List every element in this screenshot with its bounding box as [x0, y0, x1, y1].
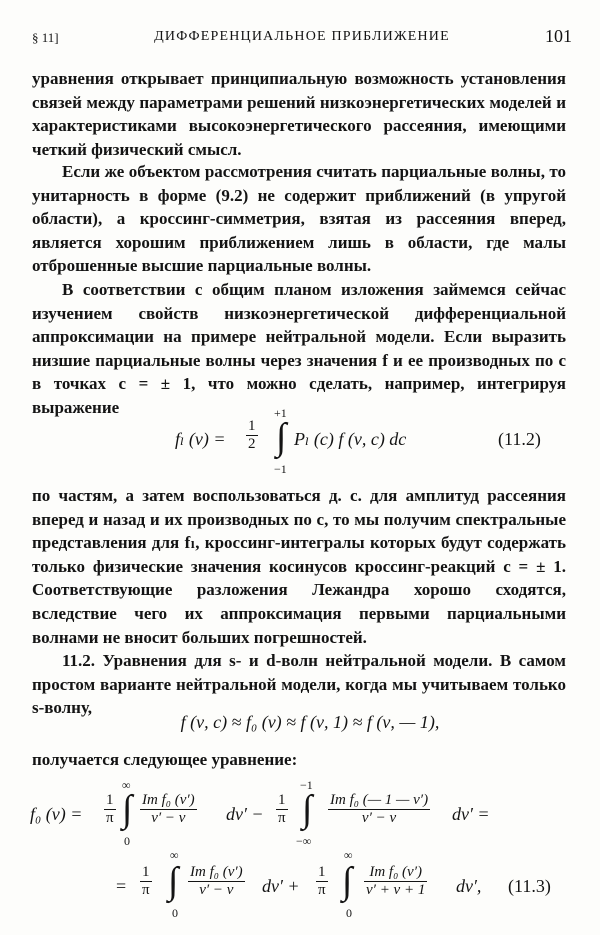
eq-11-2-coefficient: $\frac{1}{2}$ — [248, 418, 256, 452]
eq-11-3-t4-coefficient: $\frac{1}{\pi}$ — [318, 864, 326, 898]
paragraph-1: уравнения открывает принципиальную возможность установления связей между параметрами решений низкоэнергетических моделей и характеристиками высокоэнергетического рассеяния, имеющими четкий физический смысл. — [32, 69, 566, 159]
running-title: ДИФФЕРЕНЦИАЛЬНОЕ ПРИБЛИЖЕНИЕ — [154, 29, 450, 44]
eq-11-3-t4-lower: 0 — [346, 906, 352, 920]
eq-11-3-t1-lower: 0 — [124, 834, 130, 848]
eq-11-3-t4-fraction: $\frac{\text{Im f₀ (ν′)}}{\nu' + \nu + 1}$ — [366, 864, 426, 898]
eq-11-2-number: (11.2) — [498, 429, 541, 449]
paragraph-3: В соответствии с общим планом изложения займемся сейчас изучением свойств низкоэнергетической дифференциальной аппроксимации на примере нейтральной модели. Если выразить низшие парциальные волны через значения f и ее производных по c в точках c = ± 1, что можно сделать, например, интегрируя выражение — [32, 280, 566, 417]
eq-11-3-number: (11.3) — [508, 876, 551, 896]
paragraph-5: В самом простом варианте нейтральной модели, когда мы учитываем только s-волну, — [32, 651, 567, 718]
paragraph-2: Если же объектом рассмотрения считать парциальные волны, то унитарность в форме (9.2) не содержит приближений (в упругой области), а кроссинг-симметрия, взятая из рассеяния вперед, является хорошим приближением лишь в области, где малы отброшенные высшие парциальные волны. — [32, 162, 566, 276]
equation-approximation: f (ν, c) ≈ f₀ (ν) ≈ f (ν, 1) ≈ f (ν, — 1), — [180, 712, 440, 732]
integral-sign: ∫ — [276, 416, 287, 458]
eq-11-2-lhs: fₗ (ν) = — [175, 429, 226, 449]
eq-11-3-t2-lower: −∞ — [296, 834, 312, 848]
integral-sign: ∫ — [302, 788, 313, 830]
eq-11-3-t1-tail: dν′ − — [226, 804, 264, 824]
eq-11-3-t3-upper: ∞ — [170, 848, 179, 862]
eq-11-3-t4-tail: dν′, — [456, 876, 482, 896]
eq-11-2-upper-limit: +1 — [274, 406, 287, 420]
integral-sign: ∫ — [122, 788, 133, 830]
section-11-2 — [32, 649, 566, 720]
eq-11-3-t2-upper: −1 — [300, 778, 313, 792]
eq-11-3-t3-coefficient: $\frac{1}{\pi}$ — [142, 864, 150, 898]
eq-11-3-t3-lower: 0 — [172, 906, 178, 920]
page-number: 101 — [545, 26, 572, 46]
integral-sign: ∫ — [168, 860, 179, 902]
eq-11-3-lhs: f₀ (ν) = — [30, 804, 83, 824]
eq-11-3-t3-fraction: $\frac{\text{Im f₀ (ν′)}}{\nu' - \nu}$ — [190, 864, 243, 898]
equation-11-3-line-1 — [0, 780, 600, 850]
eq-11-3-t1-coefficient: $\frac{1}{\pi}$ — [106, 792, 114, 826]
paragraph-4: по частям, а затем воспользоваться д. с. для амплитуд рассеяния вперед и назад и их производных по c, то мы получим спектральные представления для fₗ, кроссинг-интегралы которых будут содержать только физические значения косинусов кроссинг-реакций c = ± 1. Соответствующие разложения Лежандра хорошо сходятся, вследствие чего их аппроксимация первыми парциальными волнами не вносит больших погрешностей. — [32, 486, 566, 647]
eq-11-3-t2-fraction: $\frac{\text{Im f₀ (— 1 — ν′)}}{\nu' - \nu}$ — [330, 792, 429, 826]
equation-11-3-line-2 — [0, 848, 600, 927]
eq-11-2-lower-limit: −1 — [274, 462, 287, 476]
page-header — [32, 28, 572, 50]
eq-11-3-t1-upper: ∞ — [122, 778, 131, 792]
eq-11-3-t2-coefficient: $\frac{1}{\pi}$ — [278, 792, 286, 826]
eq-11-3-t4-upper: ∞ — [344, 848, 353, 862]
integral-sign: ∫ — [342, 860, 353, 902]
eq-11-2-integrand: Pₗ (c) f (ν, c) dc — [294, 429, 407, 449]
equation-11-2 — [0, 406, 600, 476]
eq-11-3-equals: = — [116, 876, 127, 896]
paragraph-6: получается следующее уравнение: — [32, 750, 298, 769]
section-heading: 11.2. Уравнения для s- и d-волн нейтральной модели. — [62, 651, 493, 670]
eq-11-3-t3-tail: dν′ + — [262, 876, 300, 896]
section-marker: § 11] — [32, 30, 59, 45]
eq-11-3-t1-fraction: $\frac{\text{Im f₀ (ν′)}}{\nu' - \nu}$ — [142, 792, 195, 826]
eq-11-3-t2-tail: dν′ = — [452, 804, 490, 824]
